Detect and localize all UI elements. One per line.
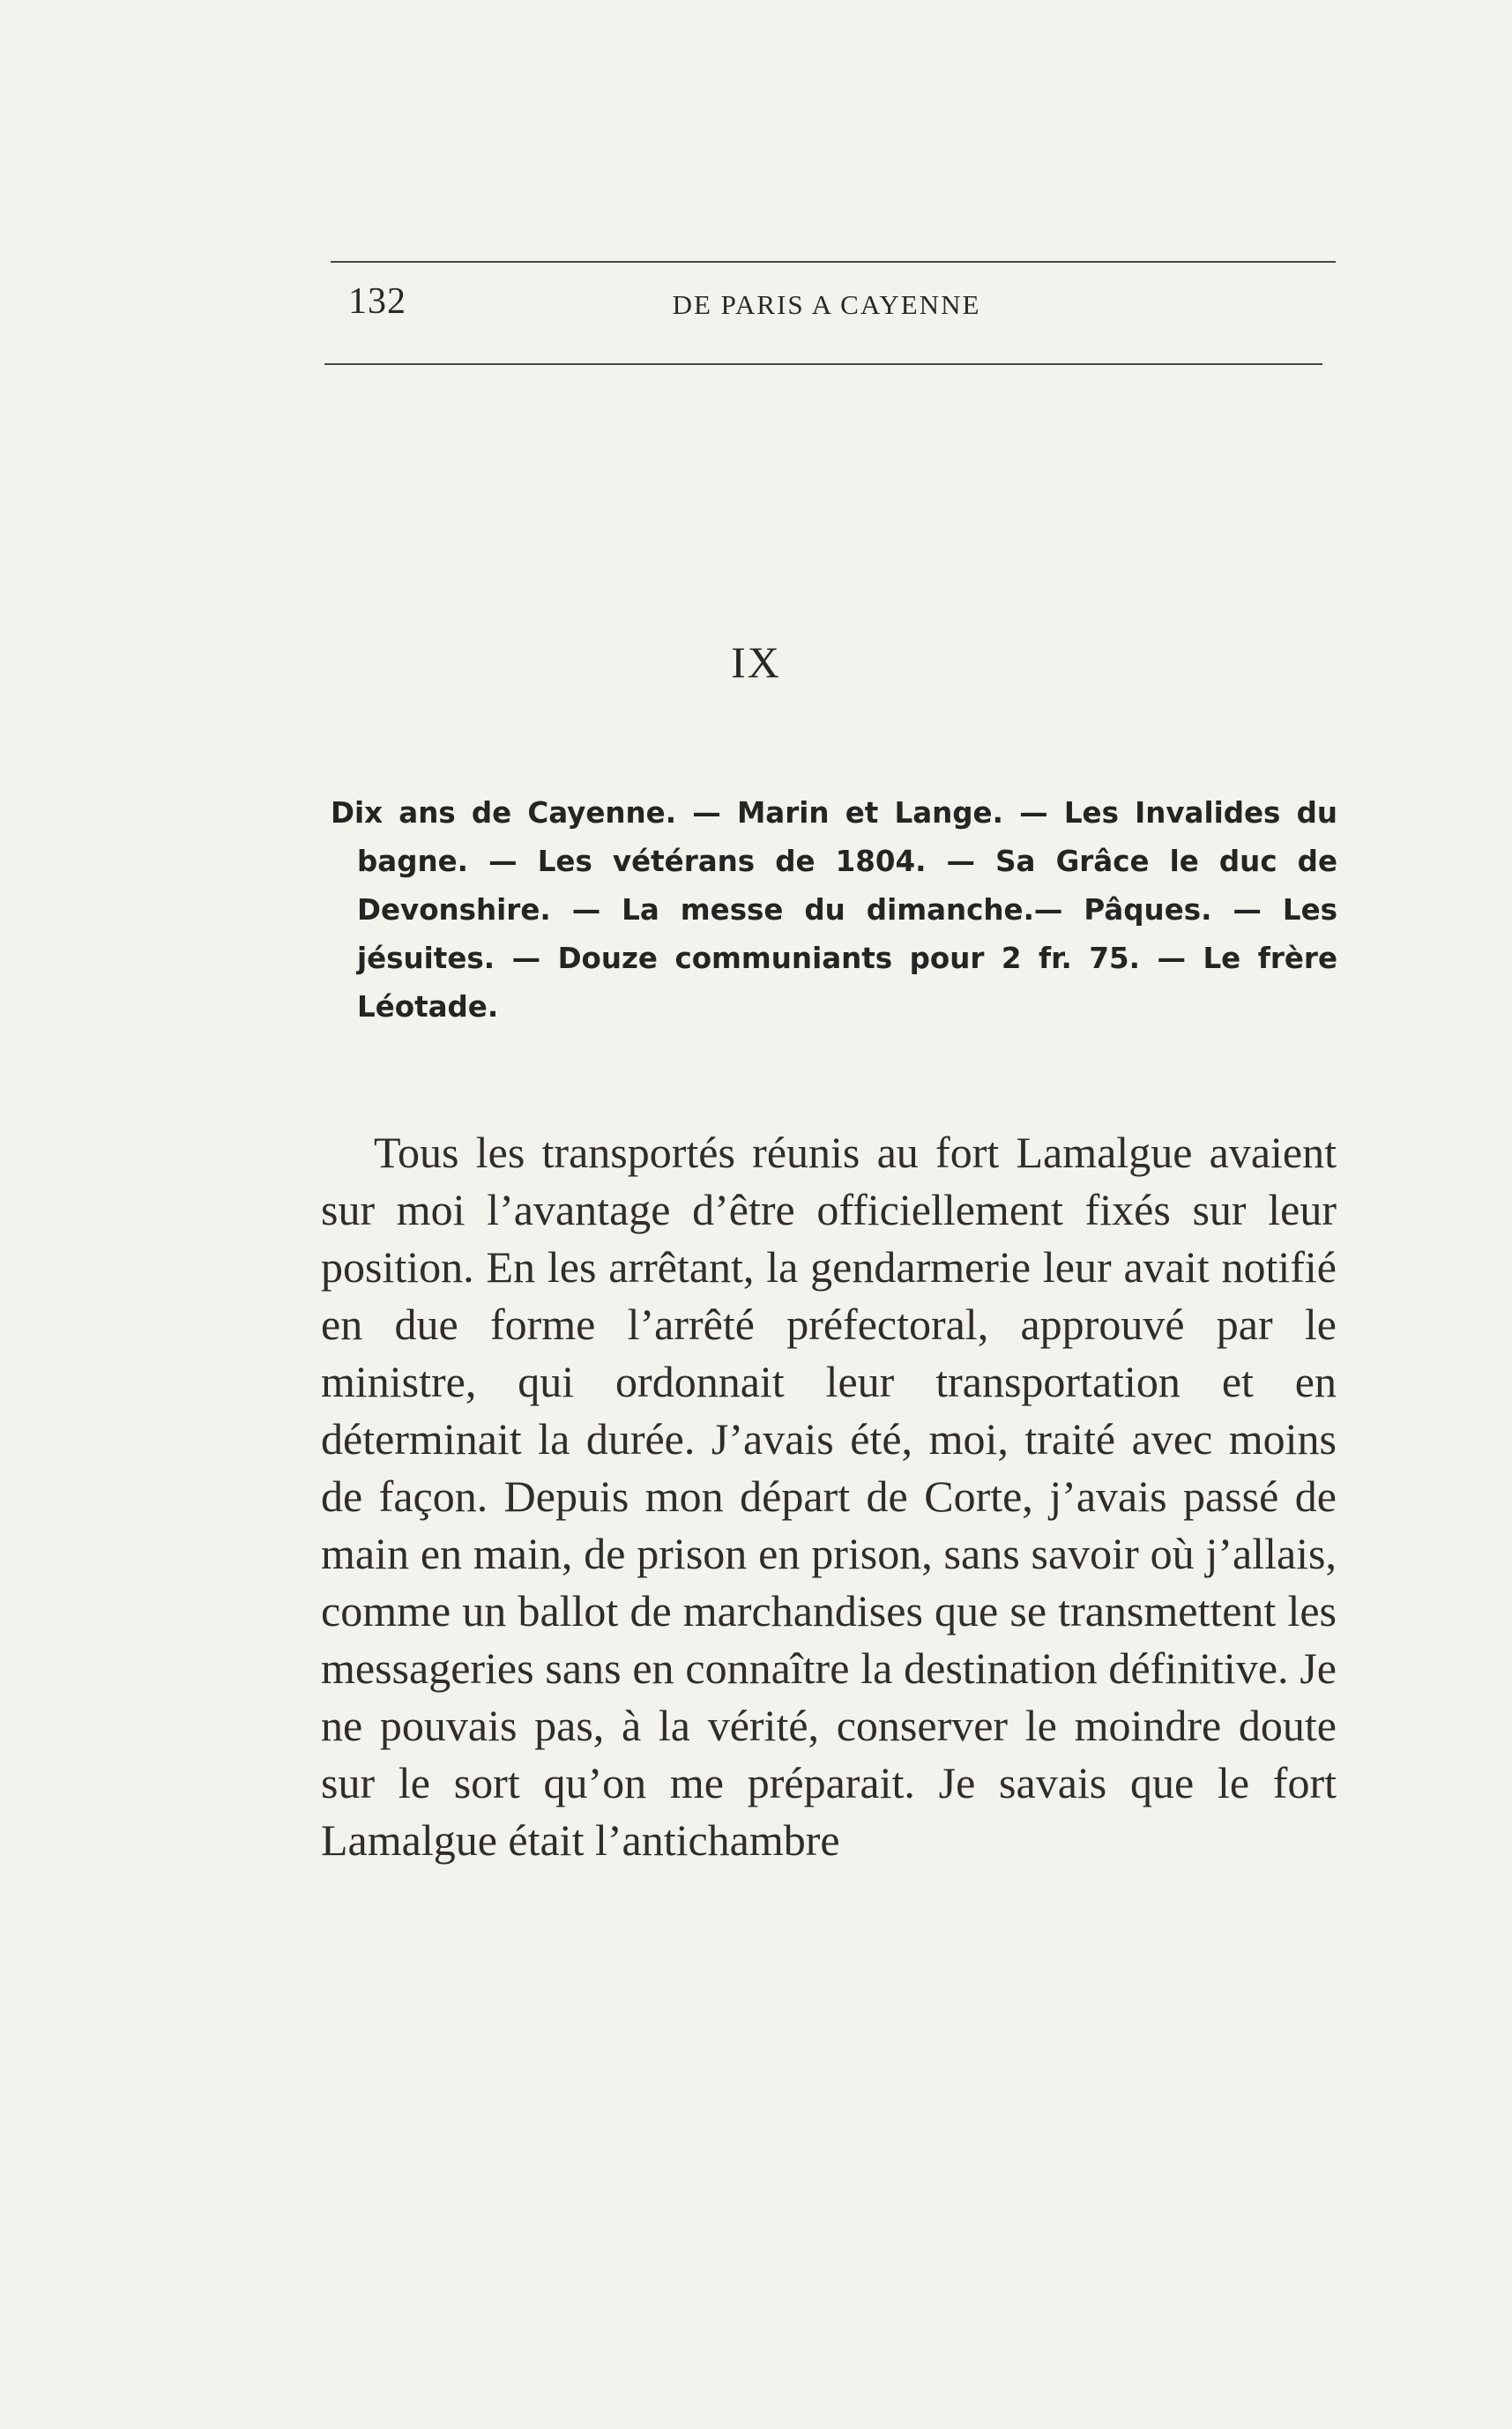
chapter-summary: Dix ans de Cayenne. — Marin et Lange. — Les Invalides du bagne. — Les vétérans de 1804. — Sa Grâce le duc de Devonshire. — La messe du dimanche.— Pâques. — Les jésuites. — Douze communiants pour 2 fr. 75. — Le frère Léotade. xyxy=(331,796,1337,1024)
running-title: DE PARIS A CAYENNE xyxy=(672,289,981,320)
header-rule-bottom xyxy=(324,363,1322,365)
header-rule-top xyxy=(331,261,1336,263)
chapter-number: IX xyxy=(731,637,781,687)
running-head xyxy=(331,280,1322,333)
page-number: 132 xyxy=(348,281,406,322)
body-paragraph: Tous les transportés réunis au fort Lamalgue avaient sur moi l’avantage d’être officiellement fixés sur leur position. En les arrêtant, la gendarmerie leur avait notifié en due forme l’arrêté préfectoral, approuvé par le ministre, qui ordonnait leur transportation et en déterminait la durée. J’avais été, moi, traité avec moins de façon. Depuis mon départ de Corte, j’avais passé de main en main, de prison en prison, sans savoir où j’allais, comme un ballot de marchandises que se transmettent les messageries sans en connaître la destination définitive. Je ne pouvais pas, à la vérité, conserver le moindre doute sur le sort qu’on me préparait. Je savais que le fort Lamalgue était l’antichambre xyxy=(321,1128,1337,1865)
